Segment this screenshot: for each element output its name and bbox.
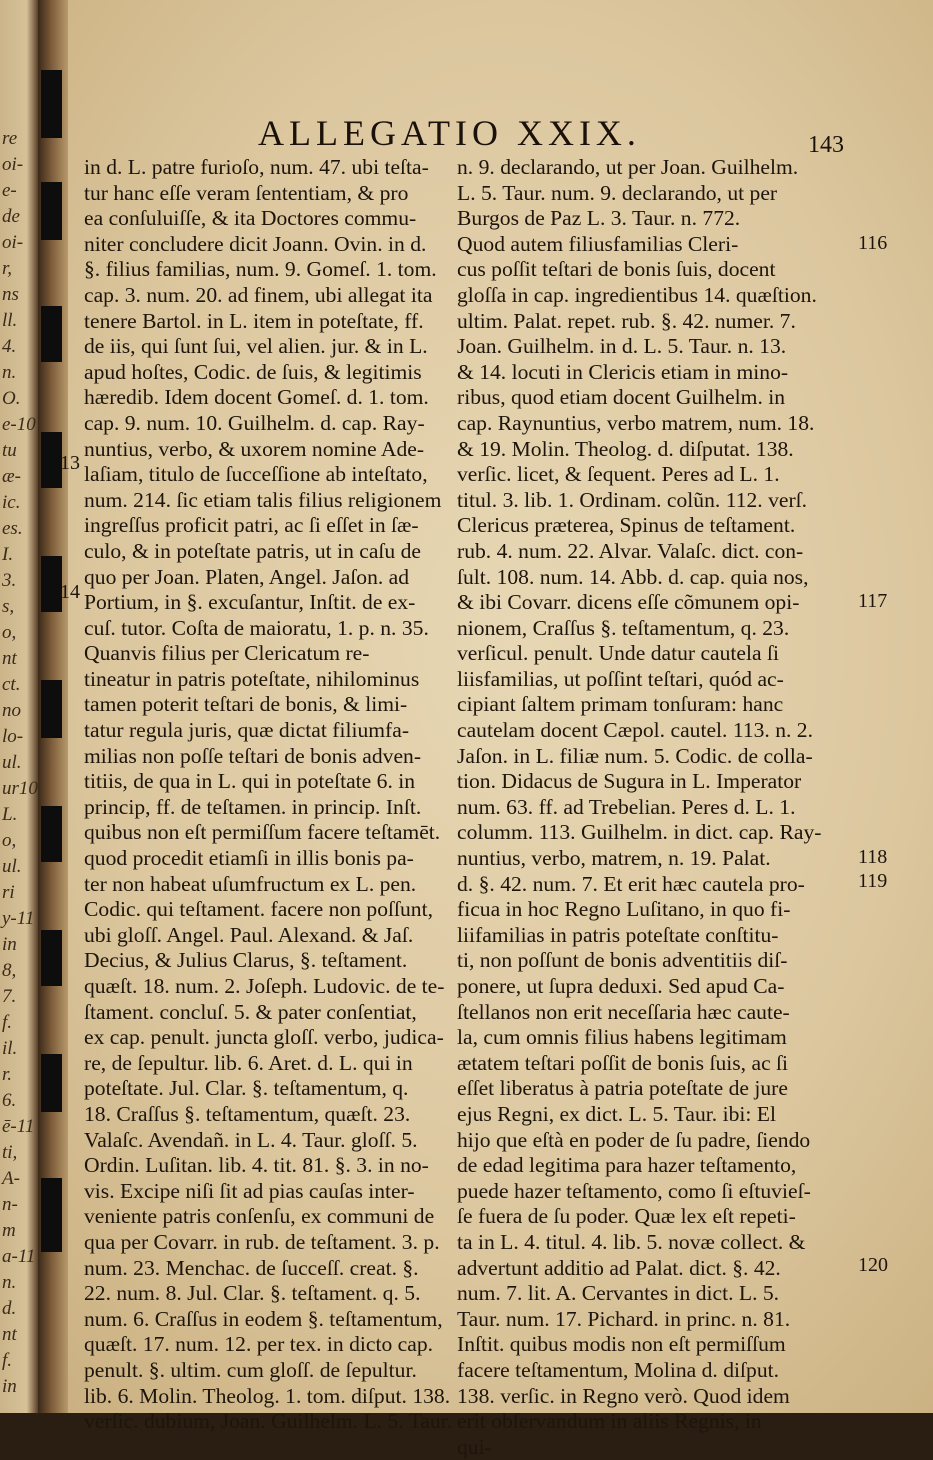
previous-page-fragment: ti,: [2, 1142, 18, 1163]
right-text-column: [457, 155, 854, 1460]
text-line: num. 63. ff. ad Trebelian. Peres d. L. 1.: [457, 794, 796, 819]
previous-page-fragment: ul.: [2, 856, 22, 877]
previous-page-fragment: oi-: [2, 232, 24, 253]
previous-page-fragment: lo-: [2, 726, 24, 747]
previous-page-fragment: ul.: [2, 752, 22, 773]
text-line: milias non poſſe teſtari de bonis adven-: [84, 743, 422, 768]
text-line: num. 7. lit. A. Cervantes in dict. L. 5.: [457, 1281, 780, 1306]
text-line: 22. num. 8. Jul. Clar. §. teſtament. q. 5.: [84, 1281, 421, 1306]
text-line: Quanvis filius per Clericatum re-: [84, 641, 370, 666]
text-line: §. filius familias, num. 9. Gomeſ. 1. tom.: [84, 257, 437, 282]
text-line: num. 6. Craſſus in eodem §. teſtamentum,: [84, 1306, 443, 1331]
text-line: laſiam, titulo de ſucceſſione ab inteſtato,: [84, 462, 428, 487]
previous-page-fragment: o,: [2, 622, 17, 643]
text-line: & ibi Covarr. dicens eſſe cõmunem opi-: [457, 590, 800, 615]
index-tab: [41, 680, 62, 738]
text-line: verſic. dubium, Joan. Guilhelm. L. 5. Taur.: [84, 1409, 453, 1434]
text-line: verſic. licet, & ſequent. Peres ad L. 1.: [457, 462, 780, 487]
text-line: erit obſervandum in aliis Regnis, in: [457, 1409, 762, 1434]
previous-page-fragment: es.: [2, 518, 23, 539]
text-line: penult. §. ultim. cum gloſſ. de ſepultur.: [84, 1357, 417, 1382]
text-line: columm. 113. Guilhelm. in dict. cap. Ray-: [457, 820, 822, 845]
running-header: ALLEGATIO XXIX.: [258, 113, 641, 153]
text-line: 138. verſic. in Regno verò. Quod idem: [457, 1383, 790, 1408]
text-line: ingreſſus proficit patri, ac ſi eſſet in ſæ-: [84, 513, 419, 538]
previous-page-fragment: r.: [2, 1064, 13, 1085]
index-tab: [41, 930, 62, 986]
previous-page-fragment: ll.: [2, 310, 18, 331]
text-line: verſicul. penult. Unde datur cautela ſi: [457, 641, 779, 666]
text-line: qui-: [457, 1434, 492, 1459]
text-line: & 19. Molin. Theolog. d. diſputat. 138.: [457, 436, 794, 461]
text-line: advertunt additio ad Palat. dict. §. 42.: [457, 1255, 781, 1280]
text-line: Joan. Guilhelm. in d. L. 5. Taur. n. 13.: [457, 334, 787, 359]
margin-number: 116: [858, 232, 888, 254]
text-line: veniente patris conſenſu, ex communi de: [84, 1204, 435, 1229]
text-line: ex cap. penult. juncta gloſſ. verbo, judica-: [84, 1025, 444, 1050]
previous-page-fragment: e-10: [2, 414, 36, 435]
text-line: nionem, Craſſus §. teſtamentum, q. 23.: [457, 615, 790, 640]
text-line: gloſſa in cap. ingredientibus 14. quæſtion.: [457, 282, 817, 307]
text-line: Jaſon. in L. filiæ num. 5. Codic. de colla-: [457, 743, 813, 768]
text-line: eſſet liberatus à patria poteſtate de jure: [457, 1076, 788, 1101]
text-line: titiis, de qua in L. qui in poteſtate 6. in: [84, 769, 416, 794]
previous-page-fragment: re: [2, 128, 18, 149]
text-line: ti, non poſſunt de bonis adventitiis diſ-: [457, 948, 788, 973]
text-line: d. §. 42. num. 7. Et erit hæc cautela pro-: [457, 871, 805, 896]
text-line: quæſt. 17. num. 12. per tex. in dicto cap.: [84, 1332, 434, 1357]
previous-page-fragment: f.: [2, 1012, 13, 1033]
previous-page-fragment: nt: [2, 648, 17, 669]
text-line: tion. Didacus de Sugura in L. Imperator: [457, 769, 802, 794]
text-line: poteſtate. Jul. Clar. §. teſtamentum, q.: [84, 1076, 409, 1101]
previous-page-fragment: A-: [2, 1168, 20, 1189]
text-line: ſult. 108. num. 14. Abb. d. cap. quia nos,: [457, 564, 809, 589]
text-line: de iis, qui ſunt ſui, vel alien. jur. & in L.: [84, 334, 428, 359]
text-line: Valaſc. Avendañ. in L. 4. Taur. gloſſ. 5.: [84, 1127, 418, 1152]
text-line: de edad legitima para hazer teſtamento,: [457, 1153, 797, 1178]
text-line: & 14. locuti in Clericis etiam in mino-: [457, 359, 789, 384]
previous-page-fragment: n-: [2, 1194, 18, 1215]
text-line: Decius, & Julius Clarus, §. teſtament.: [84, 948, 408, 973]
text-line: ubi gloſſ. Angel. Paul. Alexand. & Jaſ.: [84, 922, 414, 947]
text-line: Taur. num. 17. Pichard. in princ. n. 81.: [457, 1306, 791, 1331]
index-tab: [41, 182, 62, 240]
text-line: quæſt. 18. num. 2. Joſeph. Ludovic. de te-: [84, 974, 445, 998]
margin-number: 117: [858, 590, 888, 612]
index-tab: [41, 1178, 62, 1252]
text-line: liisfamilias, ut poſſint teſtari, quód ac-: [457, 666, 784, 691]
previous-page-fragment: I.: [2, 544, 14, 565]
text-line: num. 23. Menchac. de ſucceſſ. creat. §.: [84, 1255, 419, 1280]
index-tab: [41, 1054, 62, 1112]
previous-page-fragment: in: [2, 1376, 17, 1397]
margin-number: 14: [60, 581, 80, 603]
text-line: in d. L. patre furioſo, num. 47. ubi teſta-: [84, 155, 429, 179]
text-line: cautelam docent Cæpol. cautel. 113. n. 2.: [457, 718, 814, 743]
text-line: re, de ſepultur. lib. 6. Aret. d. L. qui in: [84, 1050, 413, 1075]
text-line: ter non habeat uſumfructum ex L. pen.: [84, 871, 417, 896]
index-tab: [41, 306, 62, 362]
text-line: culo, & in poteſtate patris, ut in caſu de: [84, 538, 422, 563]
previous-page-fragment: a-11: [2, 1246, 36, 1267]
previous-page-fragment: d.: [2, 1298, 17, 1319]
text-line: liifamilias in patris poteſtate conſtitu-: [457, 922, 779, 947]
previous-page-fragment: tu: [2, 440, 17, 461]
text-line: niter concludere dicit Joann. Ovin. in d.: [84, 231, 427, 256]
text-line: ætatem teſtari poſſit de bonis ſuis, ac ſi: [457, 1050, 789, 1075]
text-line: cap. 3. num. 20. ad finem, ubi allegat ita: [84, 282, 433, 307]
text-line: lib. 6. Molin. Theolog. 1. tom. diſput. 138.: [84, 1383, 451, 1408]
previous-page-fragment: r,: [2, 258, 13, 279]
previous-page-fragment: ct.: [2, 674, 21, 695]
text-line: cipiant ſaltem primam tonſuram: hanc: [457, 692, 784, 717]
text-line: Codic. qui teſtament. facere non poſſunt,: [84, 897, 434, 922]
text-line: vis. Excipe niſi ſit ad pias cauſas inter-: [84, 1178, 415, 1203]
text-line: cap. 9. num. 10. Guilhelm. d. cap. Ray-: [84, 410, 425, 435]
text-line: num. 214. ſic etiam talis filius religionem: [84, 487, 442, 512]
previous-page-fragment: ur10: [2, 778, 38, 799]
previous-page-fragment: O.: [2, 388, 21, 409]
margin-number: 118: [858, 846, 888, 868]
previous-page-fragment: 4.: [2, 336, 17, 357]
text-line: hijo que eſtà en poder de ſu padre, ſiendo: [457, 1127, 811, 1152]
text-line: ſtament. concluſ. 5. & pater conſentiat,: [84, 999, 417, 1024]
text-line: L. 5. Taur. num. 9. declarando, ut per: [457, 180, 778, 205]
left-text-column: [84, 155, 453, 1435]
text-line: ficua in hoc Regno Luſitano, in quo fi-: [457, 897, 791, 922]
previous-page-fragment: L.: [2, 804, 18, 825]
text-line: titul. 3. lib. 1. Ordinam. colũn. 112. verſ.: [457, 487, 808, 512]
margin-number: 13: [60, 452, 80, 474]
previous-page-fragment: æ-: [2, 466, 21, 487]
previous-page-fragment: 6.: [2, 1090, 17, 1111]
previous-page-fragment: s,: [2, 596, 15, 617]
previous-page-fragment: ri: [2, 882, 15, 903]
text-line: tur hanc eſſe veram ſententiam, & pro: [84, 180, 409, 205]
previous-page-edge: [0, 0, 38, 1413]
text-line: ejus Regni, ex dict. L. 5. Taur. ibi: El: [457, 1101, 776, 1126]
text-line: facere teſtamentum, Molina d. diſput.: [457, 1357, 780, 1382]
previous-page-fragment: n.: [2, 362, 17, 383]
previous-page-fragment: m: [2, 1220, 16, 1241]
text-line: Burgos de Paz L. 3. Taur. n. 772.: [457, 206, 741, 231]
previous-page-fragment: o,: [2, 830, 17, 851]
previous-page-fragment: de: [2, 206, 20, 227]
text-line: apud hoſtes, Codic. de ſuis, & legitimis: [84, 359, 422, 384]
index-tab: [41, 556, 62, 612]
text-line: rub. 4. num. 22. Alvar. Valaſc. dict. con-: [457, 538, 804, 563]
previous-page-fragment: ē-11: [2, 1116, 35, 1137]
text-line: la, cum omnis filius habens legitimam: [457, 1025, 787, 1050]
text-line: Quod autem filiusfamilias Cleri-: [457, 231, 739, 256]
text-line: qua per Covarr. in rub. de teſtament. 3. p.: [84, 1229, 440, 1254]
previous-page-fragment: e-: [2, 180, 17, 201]
text-line: quo per Joan. Platen, Angel. Jaſon. ad: [84, 564, 410, 589]
previous-page-fragment: 3.: [2, 570, 17, 591]
text-line: quod procedit etiamſi in illis bonis pa-: [84, 846, 414, 871]
previous-page-fragment: 7.: [2, 986, 17, 1007]
index-tab: [41, 806, 62, 862]
text-line: tatur regula juris, quæ dictat filiumfa-: [84, 718, 410, 743]
text-line: nuntius, verbo, matrem, n. 19. Palat.: [457, 846, 771, 871]
previous-page-fragment: y-11: [2, 908, 35, 929]
previous-page-fragment: 8,: [2, 960, 17, 981]
text-line: tineatur in patris poteſtate, nihilominus: [84, 666, 420, 691]
page-number: 143: [808, 132, 844, 158]
text-line: hæredib. Idem docent Gomeſ. d. 1. tom.: [84, 385, 429, 410]
margin-number: 120: [858, 1254, 888, 1276]
text-line: Portium, in §. excuſantur, Inſtit. de ex-: [84, 590, 416, 615]
text-line: ultim. Palat. repet. rub. §. 42. numer. 7.: [457, 308, 796, 333]
text-line: ribus, quod etiam docent Guilhelm. in: [457, 385, 786, 410]
text-line: n. 9. declarando, ut per Joan. Guilhelm.: [457, 155, 799, 179]
text-line: princip, ff. de teſtamen. in princip. Inſt.: [84, 794, 422, 819]
previous-page-fragment: no: [2, 700, 21, 721]
text-line: Clericus præterea, Spinus de teſtament.: [457, 513, 796, 538]
previous-page-fragment: n.: [2, 1272, 17, 1293]
text-line: puede hazer teſtamento, como ſi eſtuvieſ-: [457, 1178, 811, 1203]
index-tab: [41, 432, 62, 488]
text-line: tenere Bartol. in L. item in poteſtate, ff.: [84, 308, 424, 333]
text-line: cuſ. tutor. Coſta de maioratu, 1. p. n. 35.: [84, 615, 429, 640]
text-line: ſe fuera de ſu poder. Quæ lex eſt repeti-: [457, 1204, 796, 1229]
text-line: ponere, ut ſupra deduxi. Sed apud Ca-: [457, 974, 785, 998]
text-line: cap. Raynuntius, verbo matrem, num. 18.: [457, 410, 815, 435]
text-line: Inſtit. quibus modis non eſt permiſſum: [457, 1332, 786, 1357]
text-line: nuntius, verbo, & uxorem nomine Ade-: [84, 436, 425, 461]
text-line: ſtellanos non erit neceſſaria hæc caute-: [457, 999, 790, 1024]
text-line: ea conſuluiſſe, & ita Doctores commu-: [84, 206, 417, 231]
text-line: 18. Craſſus §. teſtamentum, quæſt. 23.: [84, 1101, 411, 1126]
text-line: cus poſſit teſtari de bonis ſuis, docent: [457, 257, 776, 282]
previous-page-fragment: in: [2, 934, 17, 955]
previous-page-fragment: f.: [2, 1350, 13, 1371]
index-tab: [41, 70, 62, 138]
previous-page-fragment: oi-: [2, 154, 24, 175]
text-line: Ordin. Luſitan. lib. 4. tit. 81. §. 3. in no-: [84, 1153, 429, 1178]
previous-page-fragment: nt: [2, 1324, 17, 1345]
previous-page-fragment: ns: [2, 284, 19, 305]
text-line: tamen poterit teſtari de bonis, & limi-: [84, 692, 408, 717]
text-line: ta in L. 4. titul. 4. lib. 5. novæ collect. &: [457, 1229, 806, 1254]
previous-page-fragment: ic.: [2, 492, 21, 513]
margin-number: 119: [858, 870, 888, 892]
text-line: quibus non eſt permiſſum facere teſtamēt.: [84, 820, 441, 845]
previous-page-fragment: il.: [2, 1038, 18, 1059]
